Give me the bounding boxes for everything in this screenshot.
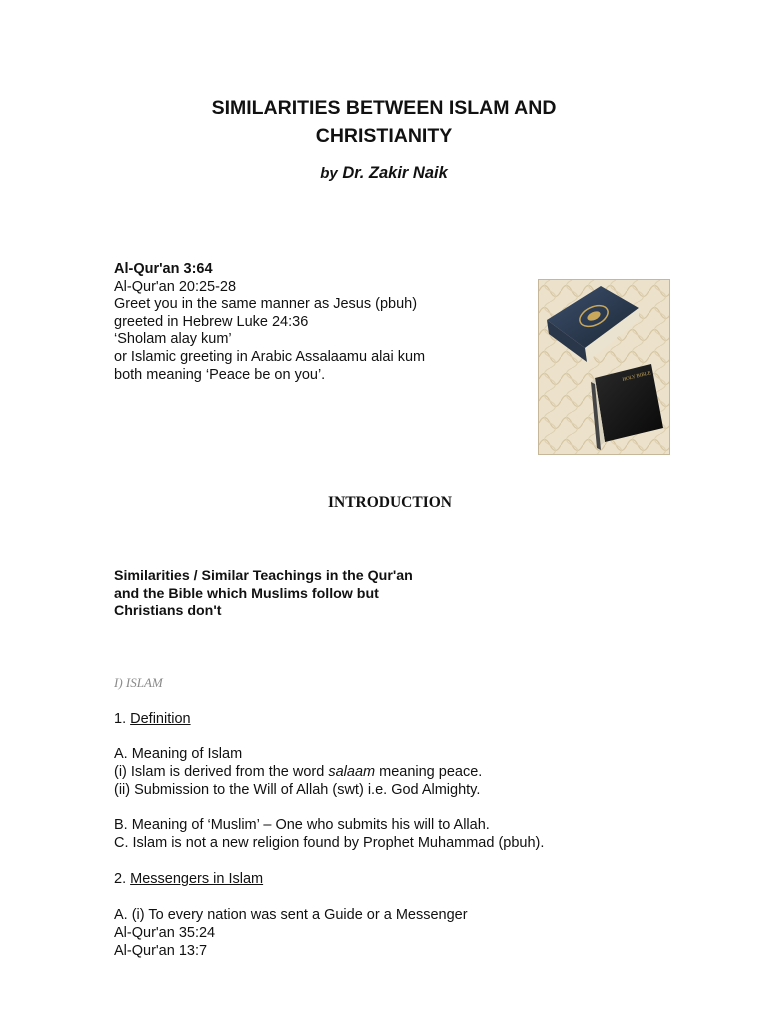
messengers-ref-1: Al-Qur'an 35:24 [114,925,216,941]
definition-heading [114,711,191,727]
verse-line: Greet you in the same manner as Jesus (pbuh) [114,296,418,313]
similarities-line-1: Similarities / Similar Teachings in the Qur'an [114,568,413,584]
messengers-heading [114,871,263,887]
title-line-1: SIMILARITIES BETWEEN ISLAM AND [211,97,557,119]
author-name: Dr. Zakir Naik [342,164,448,182]
quran-bible-image [538,279,670,455]
verse-line: both meaning ‘Peace be on you’. [114,366,326,383]
similarities-line-2: and the Bible which Muslims follow but [114,585,379,602]
messengers-title: Messengers in Islam [130,871,264,887]
verse-line: ‘Sholam alay kum’ [114,331,232,348]
definition-title: Definition [130,711,191,727]
messengers-point-a: A. (i) To every nation was sent a Guide or a Messenger [114,907,468,923]
byline-prefix: by [320,165,338,182]
messengers-number: 2. [114,871,131,887]
meaning-point-ii: (ii) Submission to the Will of Allah (swt) i.e. God Almighty. [114,782,481,798]
introduction-heading: INTRODUCTION [327,494,452,511]
verse-block [114,261,425,384]
islam-not-new: C. Islam is not a new religion found by Prophet Muhammad (pbuh). [114,835,545,851]
verse-ref-1: Al-Qur'an 3:64 [114,261,213,277]
similarities-line-3: Christians don't [114,603,222,620]
definition-number: 1. [114,711,131,727]
meaning-of-muslim: B. Meaning of ‘Muslim’ – One who submits his will to Allah. [114,817,490,833]
verse-line: greeted in Hebrew Luke 24:36 [114,313,309,330]
similarities-heading [114,568,474,621]
meaning-of-islam: A. Meaning of Islam [114,746,243,762]
verse-ref-2: Al-Qur'an 20:25-28 [114,278,237,295]
document-title [168,94,600,150]
messengers-ref-2: Al-Qur'an 13:7 [114,943,208,959]
title-line-2: CHRISTIANITY [315,125,453,147]
author-byline [0,164,768,183]
verse-line: or Islamic greeting in Arabic Assalaamu alai kum [114,348,426,365]
meaning-point-i [114,764,482,780]
section-label-islam: I) ISLAM [114,675,163,690]
bible-cover-text: HOLY BIBLE [622,371,652,383]
meaning-i-text-end: meaning peace. [375,764,483,780]
meaning-i-italic: salaam [328,764,376,780]
meaning-i-text: (i) Islam is derived from the word [114,764,329,780]
